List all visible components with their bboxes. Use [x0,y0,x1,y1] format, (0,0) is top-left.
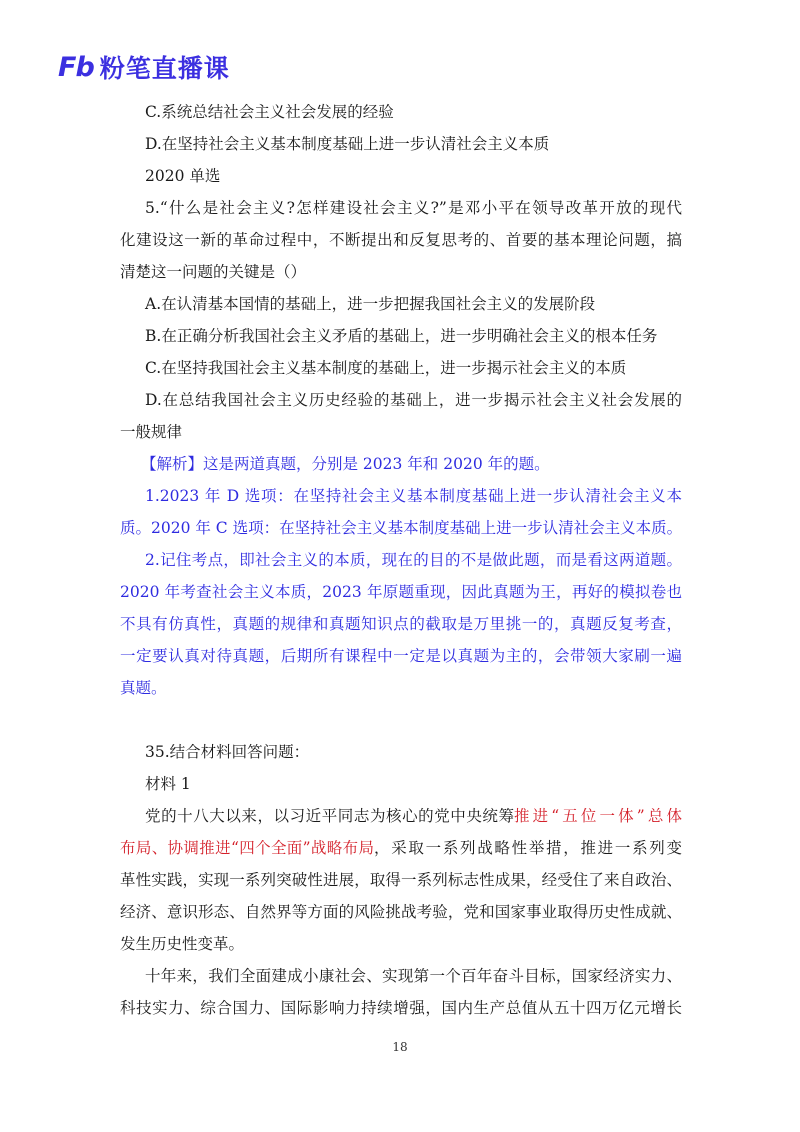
brand-name: 粉笔直播课 [99,54,230,83]
analysis-point2-line5: 真题。 [120,679,167,697]
option-c-prev: C.系统总结社会主义社会发展的经验 [145,103,394,121]
material-line7: 科技实力、综合国力、国际影响力持续增强，国内生产总值从五十四万亿元增长 [120,999,682,1017]
analysis-point2-line4: 一定要认真对待真题，后期所有课程中一定是以真题为主的，会带领大家刷一遍 [120,647,682,665]
analysis-point2-line3: 不具有仿真性，真题的规律和真题知识点的截取是万里挑一的，真题反复考查， [120,615,682,633]
option-d-line2: 一般规律 [120,423,183,441]
analysis-point1-line1: 1.2023 年 D 选项：在坚持社会主义基本制度基础上进一步认清社会主义本 [145,487,682,505]
page-number: 18 [392,1040,408,1054]
question-5-line3: 清楚这一问题的关键是（） [120,263,307,281]
fb-logo-icon: Fb [58,51,94,83]
material-1-label: 材料 1 [145,775,191,793]
analysis-point1-line2: 质。2020 年 C 选项：在坚持社会主义基本制度基础上进一步认清社会主义本质。 [120,519,683,537]
option-a: A.在认清基本国情的基础上，进一步把握我国社会主义的发展阶段 [145,295,596,313]
analysis-point2-line1: 2.记住考点，即社会主义的本质，现在的目的不是做此题，而是看这两道题。 [145,551,682,569]
material-line2-highlight: 布局、协调推进“四个全面”战略布局 [120,839,374,857]
material-line5: 发生历史性变革。 [120,935,245,953]
material-line1 [145,806,682,826]
material-line2-text: ，采取一系列战略性举措，推进一系列变 [374,839,682,857]
analysis-point2-line2: 2020 年考查社会主义本质，2023 年原题重现，因此真题为王，再好的模拟卷也 [120,583,682,601]
material-line3: 革性实践，实现一系列突破性进展，取得一系列标志性成果，经受住了来自政治、 [120,871,682,889]
question-35: 35.结合材料回答问题： [145,743,310,761]
brand-logo [58,50,230,84]
analysis-heading: 【解析】这是两道真题，分别是 2023 年和 2020 年的题。 [141,455,550,473]
material-line1-text: 党的十八大以来，以习近平同志为核心的党中央统筹 [145,807,514,825]
year-label: 2020 单选 [145,167,221,185]
material-line4: 经济、意识形态、自然界等方面的风险挑战考验，党和国家事业取得历史性成就、 [120,903,682,921]
material-line6: 十年来，我们全面建成小康社会、实现第一个百年奋斗目标，国家经济实力、 [145,967,682,985]
material-line1-highlight: 推进“五位一体”总体 [514,807,682,825]
option-b: B.在正确分析我国社会主义矛盾的基础上，进一步明确社会主义的根本任务 [145,327,658,345]
question-5-line2: 化建设这一新的革命过程中，不断提出和反复思考的、首要的基本理论问题，搞 [120,231,682,249]
option-d-line1: D.在总结我国社会主义历史经验的基础上，进一步揭示社会主义社会发展的 [145,391,682,409]
option-c: C.在坚持我国社会主义基本制度的基础上，进一步揭示社会主义的本质 [145,359,627,377]
material-line2 [120,838,682,858]
question-5-line1: 5.“什么是社会主义?怎样建设社会主义?”是邓小平在领导改革开放的现代 [145,199,682,217]
option-d-prev: D.在坚持社会主义基本制度基础上进一步认清社会主义本质 [145,135,550,153]
